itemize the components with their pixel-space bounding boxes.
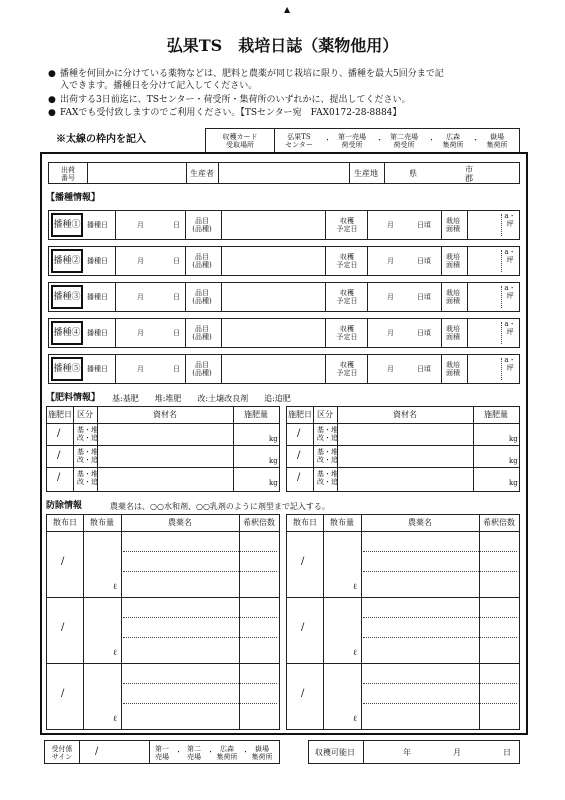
harvest-ok-label: 収穫可能日 bbox=[315, 748, 355, 757]
seed-date-label: 播種日 bbox=[87, 257, 108, 265]
material-field[interactable] bbox=[339, 469, 471, 487]
area-units: a・坪 bbox=[504, 212, 516, 228]
harvest-label: 収穫 予定日 bbox=[336, 253, 358, 270]
month-label: 月 bbox=[387, 293, 394, 301]
divider bbox=[185, 319, 186, 347]
top-mark: ▲ bbox=[284, 5, 291, 14]
header-rule bbox=[47, 531, 279, 532]
divider bbox=[367, 319, 368, 347]
pesticide-table-left bbox=[46, 514, 280, 730]
divider bbox=[441, 211, 442, 239]
date-slash: / bbox=[301, 622, 305, 633]
pesticide-name-field[interactable] bbox=[123, 533, 237, 593]
producer-label: 生産者 bbox=[190, 169, 214, 178]
unit-liter: ℓ bbox=[113, 648, 117, 657]
divider bbox=[115, 283, 116, 311]
date-slash: / bbox=[57, 428, 61, 439]
harvest-ok-box bbox=[308, 740, 520, 764]
col-header-date: 散布日 bbox=[53, 518, 77, 527]
year-label: 年 bbox=[403, 748, 411, 757]
pesticide-name-field[interactable] bbox=[363, 665, 477, 725]
unit-liter: ℓ bbox=[353, 714, 357, 723]
divider bbox=[239, 515, 240, 729]
date-slash: / bbox=[61, 688, 65, 699]
divider bbox=[467, 319, 468, 347]
divider bbox=[367, 283, 368, 311]
receipt-place[interactable]: 弘果TS センター bbox=[285, 133, 313, 150]
day-label: 日 bbox=[173, 293, 180, 301]
pref-label: 県 bbox=[409, 169, 417, 178]
receipt-header: 収穫カード 受取場所 bbox=[222, 133, 258, 150]
dotted-divider bbox=[501, 322, 502, 344]
date-slash: / bbox=[297, 450, 301, 461]
kubun-options[interactable]: 基・堆 改・追 bbox=[317, 448, 338, 465]
divider bbox=[467, 247, 468, 275]
divider bbox=[313, 407, 314, 491]
divider bbox=[323, 515, 324, 729]
harvest-day-label: 日頃 bbox=[417, 221, 431, 229]
unit-kg: kg bbox=[269, 435, 278, 443]
harvest-label: 収穫 予定日 bbox=[336, 361, 358, 378]
month-label: 月 bbox=[387, 329, 394, 337]
seeding-row bbox=[48, 318, 520, 348]
divider bbox=[467, 211, 468, 239]
receipt-place[interactable]: 第一売場 荷受所 bbox=[338, 133, 366, 150]
item-field[interactable] bbox=[223, 213, 323, 237]
item-label: 品目 (品種) bbox=[192, 217, 212, 234]
volume-field[interactable] bbox=[85, 533, 119, 593]
harvest-day-label: 日頃 bbox=[417, 257, 431, 265]
seeding-label: 播種④ bbox=[53, 328, 81, 338]
seeding-label: 播種③ bbox=[53, 292, 81, 302]
kubun-options[interactable]: 基・堆 改・追 bbox=[317, 470, 338, 487]
unit-kg: kg bbox=[269, 479, 278, 487]
volume-field[interactable] bbox=[325, 665, 359, 725]
origin-label: 生産地 bbox=[354, 169, 378, 178]
volume-field[interactable] bbox=[325, 599, 359, 659]
divider bbox=[325, 247, 326, 275]
seeding-label: 播種⑤ bbox=[53, 364, 81, 374]
dilution-field[interactable] bbox=[481, 665, 517, 725]
col-header-material: 資材名 bbox=[393, 410, 417, 419]
area-field[interactable] bbox=[469, 249, 499, 273]
seeding-label-box bbox=[51, 213, 83, 237]
kubun-options[interactable]: 基・堆 改・追 bbox=[77, 470, 98, 487]
divider bbox=[325, 211, 326, 239]
harvest-day-label: 日頃 bbox=[417, 329, 431, 337]
harvest-label: 収穫 予定日 bbox=[336, 289, 358, 306]
dotted-divider bbox=[501, 286, 502, 308]
divider bbox=[185, 283, 186, 311]
note-line: FAXでも受付致しますのでご利用ください。【TSセンター宛 FAX0172-28-8884】 bbox=[60, 108, 402, 118]
pesticide-table-right bbox=[286, 514, 520, 730]
area-field[interactable] bbox=[469, 285, 499, 309]
receipt-place[interactable]: 広森 集荷所 bbox=[442, 133, 464, 150]
reception-slash: / bbox=[95, 746, 99, 757]
kubun-options[interactable]: 基・堆 改・追 bbox=[77, 426, 98, 443]
unit-liter: ℓ bbox=[113, 582, 117, 591]
divider bbox=[367, 247, 368, 275]
volume-field[interactable] bbox=[85, 599, 119, 659]
volume-field[interactable] bbox=[85, 665, 119, 725]
divider bbox=[367, 211, 368, 239]
divider bbox=[221, 283, 222, 311]
note-bullet: ● bbox=[48, 95, 56, 105]
divider bbox=[115, 211, 116, 239]
seeding-section-title: 【播種情報】 bbox=[46, 193, 101, 203]
dotted-divider bbox=[501, 214, 502, 236]
col-header-date: 散布日 bbox=[293, 518, 317, 527]
fertilizer-legend: 基:基肥 堆:堆肥 改:土壌改良剤 追:追肥 bbox=[112, 394, 291, 403]
row-rule bbox=[287, 445, 519, 446]
fertilizer-section-title: 【肥料情報】 bbox=[46, 393, 101, 403]
divider bbox=[221, 355, 222, 383]
day-label: 日 bbox=[173, 329, 180, 337]
dilution-field[interactable] bbox=[241, 665, 277, 725]
seeding-label: 播種① bbox=[53, 220, 81, 230]
header-rule bbox=[47, 423, 279, 424]
dotted-divider bbox=[501, 358, 502, 380]
divider bbox=[441, 247, 442, 275]
pesticide-name-field[interactable] bbox=[123, 599, 237, 659]
date-slash: / bbox=[301, 688, 305, 699]
reception-sign-field[interactable] bbox=[81, 743, 147, 761]
receipt-place[interactable]: 第二売場 荷受所 bbox=[390, 133, 418, 150]
harvest-day-label: 日頃 bbox=[417, 293, 431, 301]
pesticide-name-field[interactable] bbox=[363, 533, 477, 593]
seeding-label-box bbox=[51, 285, 83, 309]
divider bbox=[185, 355, 186, 383]
row-rule bbox=[47, 663, 279, 664]
unit-kg: kg bbox=[269, 457, 278, 465]
col-header-dilution: 希釈倍数 bbox=[483, 518, 515, 527]
divider bbox=[467, 355, 468, 383]
divider bbox=[115, 355, 116, 383]
divider bbox=[233, 407, 234, 491]
harvest-ok-date-field[interactable] bbox=[365, 743, 517, 761]
seeding-row bbox=[48, 282, 520, 312]
divider bbox=[441, 355, 442, 383]
fertilizer-table-left bbox=[46, 406, 280, 492]
material-field[interactable] bbox=[339, 425, 471, 443]
seeding-row bbox=[48, 246, 520, 276]
divider bbox=[221, 319, 222, 347]
note-line: 播種を何回かに分けている薬物などは、肥料と農薬が同じ栽培に限り、播種を最大5回分まで記 bbox=[60, 69, 444, 79]
divider bbox=[185, 247, 186, 275]
receipt-place[interactable]: 嶽場 集荷所 bbox=[486, 133, 508, 150]
day-label: 日 bbox=[173, 257, 180, 265]
footer-place[interactable]: 嶽場 集荷所 bbox=[251, 745, 273, 762]
col-header-volume: 散布量 bbox=[90, 518, 114, 527]
divider bbox=[467, 283, 468, 311]
divider bbox=[115, 247, 116, 275]
month-label: 月 bbox=[453, 748, 461, 757]
harvest-label: 収穫 予定日 bbox=[336, 217, 358, 234]
item-field[interactable] bbox=[223, 357, 323, 381]
reception-box: 受付係 サイン / 第一 売場 ・ 第二 売場 ・ 広森 集荷所 ・ 嶽場 集荷所 bbox=[44, 740, 280, 764]
note-bullet: ● bbox=[48, 108, 56, 118]
origin-field[interactable] bbox=[387, 165, 515, 181]
area-label: 栽培 面積 bbox=[446, 361, 460, 378]
date-slash: / bbox=[61, 556, 65, 567]
unit-kg: kg bbox=[509, 435, 518, 443]
date-slash: / bbox=[61, 622, 65, 633]
month-label: 月 bbox=[387, 257, 394, 265]
area-label: 栽培 面積 bbox=[446, 325, 460, 342]
material-field[interactable] bbox=[99, 447, 231, 465]
area-units: a・坪 bbox=[504, 320, 516, 336]
col-header-dilution: 希釈倍数 bbox=[243, 518, 275, 527]
note-bullet: ● bbox=[48, 69, 56, 79]
day-label: 日 bbox=[173, 221, 180, 229]
item-field[interactable] bbox=[223, 321, 323, 345]
area-label: 栽培 面積 bbox=[446, 253, 460, 270]
reception-label: 受付係 サイン bbox=[51, 745, 73, 762]
divider bbox=[479, 515, 480, 729]
col-header-kubun: 区分 bbox=[317, 410, 333, 419]
month-label: 月 bbox=[137, 257, 144, 265]
area-label: 栽培 面積 bbox=[446, 289, 460, 306]
fertilizer-table-right bbox=[286, 406, 520, 492]
row-rule bbox=[47, 597, 279, 598]
col-header-date: 施肥日 bbox=[48, 410, 72, 419]
item-field[interactable] bbox=[223, 249, 323, 273]
dilution-field[interactable] bbox=[481, 599, 517, 659]
item-label: 品目 (品種) bbox=[192, 325, 212, 342]
row-rule bbox=[287, 663, 519, 664]
divider bbox=[367, 355, 368, 383]
divider bbox=[83, 515, 84, 729]
receipt-place-box: 収穫カード 受取場所 弘果TS センター ・ 第一売場 荷受所 ・ 第二売場 荷受所 ・ 広森 集荷所 ・ 嶽場 集荷所 bbox=[205, 128, 520, 154]
area-units: a・坪 bbox=[504, 356, 516, 372]
pesticide-section-title: 防除情報 bbox=[46, 501, 83, 511]
harvest-day-label: 日頃 bbox=[417, 365, 431, 373]
col-header-volume: 散布量 bbox=[330, 518, 354, 527]
date-slash: / bbox=[57, 472, 61, 483]
unit-kg: kg bbox=[509, 457, 518, 465]
day-label: 日 bbox=[173, 365, 180, 373]
seed-date-label: 播種日 bbox=[87, 365, 108, 373]
divider bbox=[121, 515, 122, 729]
divider bbox=[221, 247, 222, 275]
divider bbox=[325, 355, 326, 383]
shipping-no-label: 出荷 番号 bbox=[61, 166, 75, 183]
row-rule bbox=[47, 445, 279, 446]
footer-place[interactable]: 第一 売場 bbox=[155, 745, 169, 762]
kubun-options[interactable]: 基・堆 改・追 bbox=[77, 448, 98, 465]
month-label: 月 bbox=[137, 221, 144, 229]
item-field[interactable] bbox=[223, 285, 323, 309]
row-rule bbox=[287, 467, 519, 468]
unit-liter: ℓ bbox=[353, 648, 357, 657]
col-header-pesticide: 農薬名 bbox=[408, 518, 432, 527]
item-label: 品目 (品種) bbox=[192, 361, 212, 378]
producer-field[interactable] bbox=[221, 165, 345, 181]
seeding-label: 播種② bbox=[53, 256, 81, 266]
date-slash: / bbox=[57, 450, 61, 461]
month-label: 月 bbox=[387, 365, 394, 373]
col-header-date: 施肥日 bbox=[288, 410, 312, 419]
seed-date-label: 播種日 bbox=[87, 221, 108, 229]
month-label: 月 bbox=[137, 329, 144, 337]
divider bbox=[361, 515, 362, 729]
divider bbox=[325, 283, 326, 311]
unit-kg: kg bbox=[509, 479, 518, 487]
seed-date-label: 播種日 bbox=[87, 293, 108, 301]
area-field[interactable] bbox=[469, 357, 499, 381]
area-units: a・坪 bbox=[504, 248, 516, 264]
harvest-label: 収穫 予定日 bbox=[336, 325, 358, 342]
city-label: 市 bbox=[465, 165, 473, 174]
instruction: ※太線の枠内を記入 bbox=[56, 134, 146, 145]
divider bbox=[221, 211, 222, 239]
material-field[interactable] bbox=[99, 425, 231, 443]
seeding-row bbox=[48, 210, 520, 240]
volume-field[interactable] bbox=[325, 533, 359, 593]
kubun-options[interactable]: 基・堆 改・追 bbox=[317, 426, 338, 443]
page-title: 弘果TS 栽培日誌（薬物他用） bbox=[166, 36, 399, 55]
material-field[interactable] bbox=[99, 469, 231, 487]
month-label: 月 bbox=[137, 293, 144, 301]
area-field[interactable] bbox=[469, 213, 499, 237]
divider bbox=[325, 319, 326, 347]
pesticide-name-field[interactable] bbox=[123, 665, 237, 725]
seed-date-label: 播種日 bbox=[87, 329, 108, 337]
col-header-amount: 施肥量 bbox=[244, 410, 268, 419]
date-slash: / bbox=[301, 556, 305, 567]
pesticide-name-field[interactable] bbox=[363, 599, 477, 659]
row-rule bbox=[47, 467, 279, 468]
divider bbox=[473, 407, 474, 491]
seeding-label-box bbox=[51, 321, 83, 345]
seeding-label-box bbox=[51, 249, 83, 273]
col-header-pesticide: 農薬名 bbox=[168, 518, 192, 527]
note-line: 入できます。播種日を分けて記入してください。 bbox=[60, 81, 258, 91]
col-header-amount: 施肥量 bbox=[484, 410, 508, 419]
seeding-row bbox=[48, 354, 520, 384]
divider bbox=[441, 319, 442, 347]
unit-liter: ℓ bbox=[353, 582, 357, 591]
col-header-kubun: 区分 bbox=[77, 410, 93, 419]
divider bbox=[73, 407, 74, 491]
unit-liter: ℓ bbox=[113, 714, 117, 723]
col-header-material: 資材名 bbox=[153, 410, 177, 419]
day-label: 日 bbox=[503, 748, 511, 757]
area-label: 栽培 面積 bbox=[446, 217, 460, 234]
item-label: 品目 (品種) bbox=[192, 253, 212, 270]
dilution-field[interactable] bbox=[481, 533, 517, 593]
header-rule bbox=[287, 423, 519, 424]
seeding-label-box bbox=[51, 357, 83, 381]
divider bbox=[115, 319, 116, 347]
divider bbox=[185, 211, 186, 239]
footer-place[interactable]: 広森 集荷所 bbox=[216, 745, 238, 762]
item-label: 品目 (品種) bbox=[192, 289, 212, 306]
divider bbox=[441, 283, 442, 311]
dilution-field[interactable] bbox=[241, 599, 277, 659]
footer-place[interactable]: 第二 売場 bbox=[187, 745, 201, 762]
area-field[interactable] bbox=[469, 321, 499, 345]
dotted-divider bbox=[501, 250, 502, 272]
date-slash: / bbox=[297, 428, 301, 439]
shipping-no-field[interactable] bbox=[89, 165, 185, 181]
area-units: a・坪 bbox=[504, 284, 516, 300]
note-line: 出荷する3日前迄に、TSセンター・荷受所・集荷所のいずれかに、提出してください。 bbox=[60, 95, 411, 105]
date-slash: / bbox=[297, 472, 301, 483]
dilution-field[interactable] bbox=[241, 533, 277, 593]
pesticide-note: 農薬名は、○○水和剤、○○乳剤のように剤型まで記入する。 bbox=[110, 502, 330, 511]
county-label: 郡 bbox=[465, 174, 473, 183]
row-rule bbox=[287, 597, 519, 598]
basic-info-row bbox=[48, 162, 520, 184]
material-field[interactable] bbox=[339, 447, 471, 465]
header-rule bbox=[287, 531, 519, 532]
month-label: 月 bbox=[137, 365, 144, 373]
month-label: 月 bbox=[387, 221, 394, 229]
